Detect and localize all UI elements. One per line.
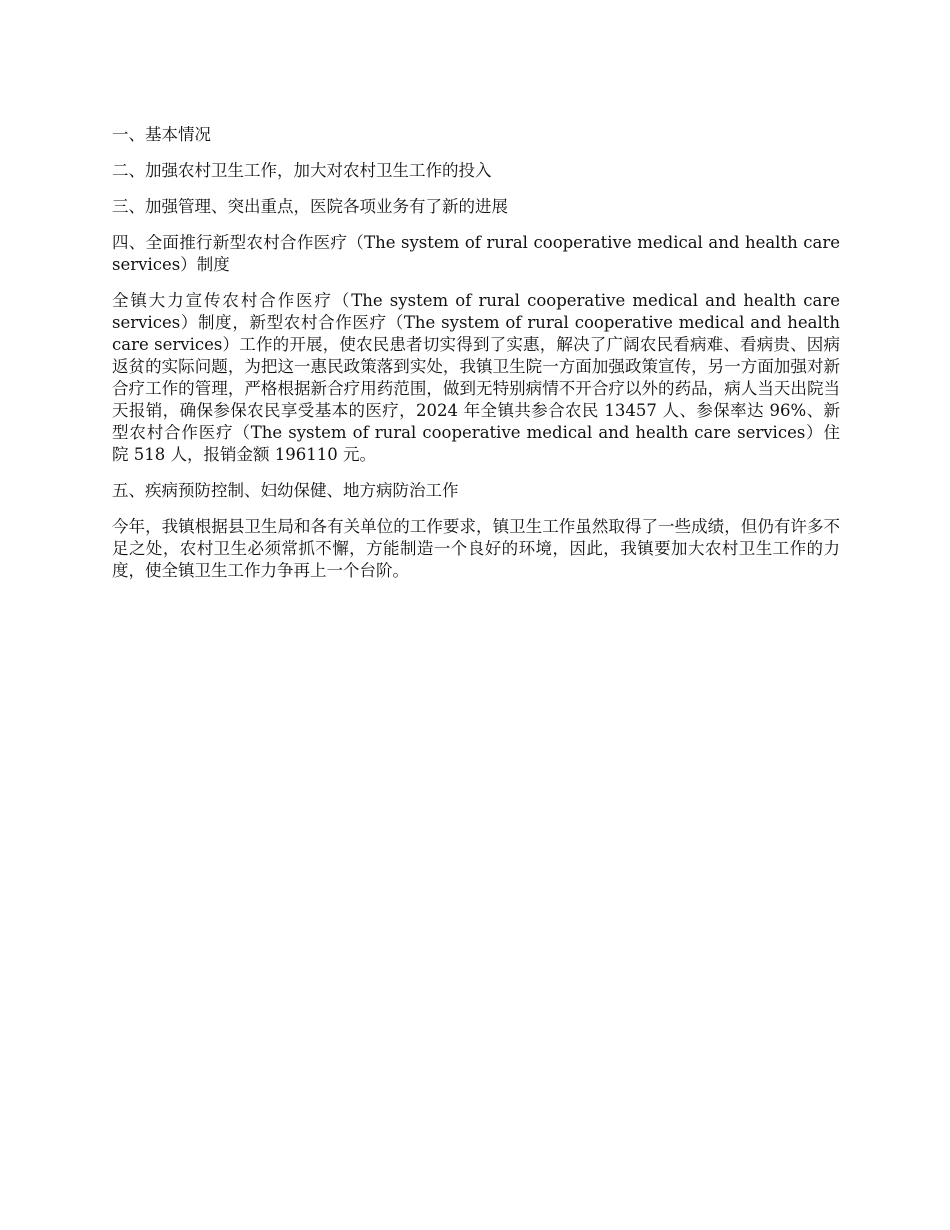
body-paragraph-cooperative-medical: 全镇大力宣传农村合作医疗（The system of rural cooperative medical and health care services）制度，新型农村合作医疗（The system of rural cooperative medical and health care services）工作的开展，使农民患者切实得到了实惠，解决了广阔农民看病难、看病贵、因病返贫的实际问题，为把这一惠民政策落到实处，我镇卫生院一方面加强政策宣传，另一方面加强对新合疗工作的管理，严格根据新合疗用药范围，做到无特别病情不开合疗以外的药品，病人当天出院当天报销，确保参保农民享受基本的医疗，2024 年全镇共参合农民 13457 人、参保率达 96%、新型农村合作医疗（The system of rural cooperative medical and health care services）住院 518 人，报销金额 196110 元。 [112, 291, 840, 464]
section-heading-rural-health-investment: 二、加强农村卫生工作，加大对农村卫生工作的投入 [112, 161, 492, 180]
document-body [112, 124, 840, 596]
section-heading-basic-situation: 一、基本情况 [112, 125, 211, 144]
section-heading-cooperative-medical-system: 四、全面推行新型农村合作医疗（The system of rural cooperative medical and health care services）制度 [112, 233, 840, 274]
section-heading-disease-prevention: 五、疾病预防控制、妇幼保健、地方病防治工作 [112, 481, 459, 500]
section-heading-hospital-management: 三、加强管理、突出重点，医院各项业务有了新的进展 [112, 197, 508, 216]
body-paragraph-conclusion: 今年，我镇根据县卫生局和各有关单位的工作要求，镇卫生工作虽然取得了一些成绩，但仍有许多不足之处，农村卫生必须常抓不懈，方能制造一个良好的环境，因此，我镇要加大农村卫生工作的力度，使全镇卫生工作力争再上一个台阶。 [112, 517, 840, 580]
